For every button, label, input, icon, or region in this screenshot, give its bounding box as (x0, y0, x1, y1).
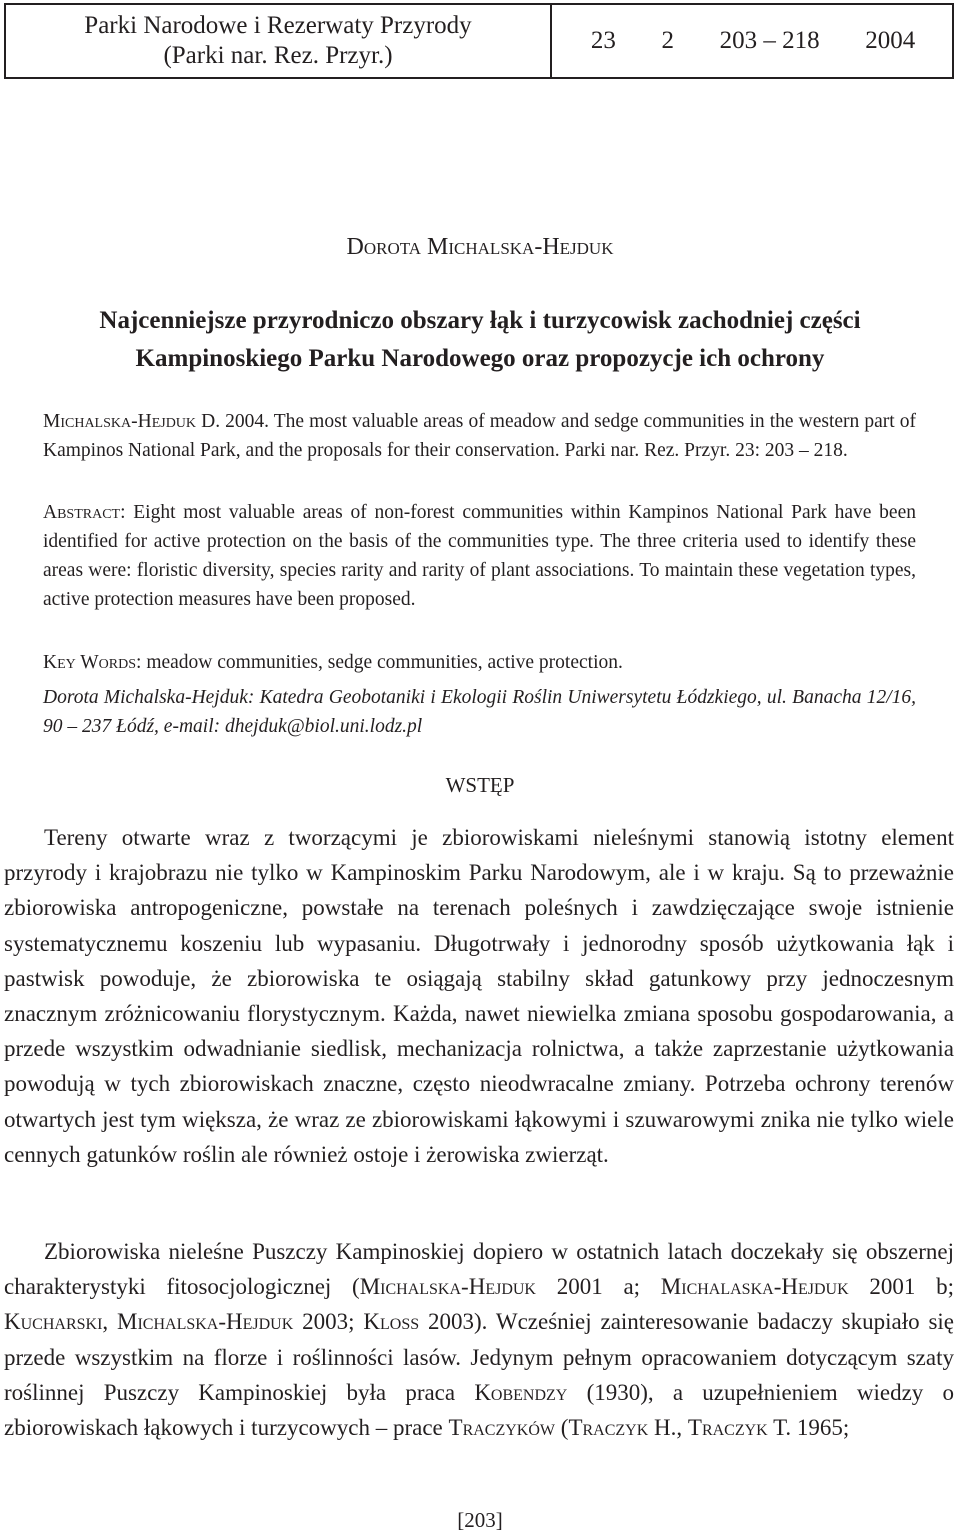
paragraph-2-text: H., (648, 1415, 688, 1441)
abstract-text: : Eight most valuable areas of non-forest communities within Kampinos National Park have been identified for active protection on the basis of the communities type. The three criteria used to identify these areas were: floristic diversity, species rarity and rarity of plant associations. To maintain these vegetation types, active protection measures have been proposed. (43, 502, 916, 610)
title-line-1: Najcenniejsze przyrodniczo obszary łąk i turzycowisk zachodniej części (99, 307, 861, 334)
cited-author: Traczyków (448, 1415, 556, 1441)
cited-author: Kloss (363, 1309, 420, 1335)
cited-author: Traczyk (687, 1415, 768, 1441)
paragraph-2-text: T. 1965; (767, 1415, 850, 1441)
keywords (43, 648, 916, 677)
keywords-label: Key Words (43, 652, 137, 673)
publication-year: 2004 (865, 27, 916, 54)
paragraph-2-text: Zbiorowiska nieleśne Puszczy Kampinoskiej dopiero w ostatnich latach doczekały się obszernej charakterystyki fitosocjologicznej ( (4, 1239, 954, 1300)
abstract-label: Abstract (43, 502, 121, 523)
article-title (0, 302, 960, 378)
paragraph-2-text: 2003; (293, 1309, 364, 1335)
paragraph-2-text: ( (555, 1415, 569, 1441)
paragraph-1-text: Tereny otwarte wraz z tworzącymi je zbiorowiskami nieleśnymi stanowią istotny element przyrody i krajobrazu nie tylko w Kampinoskim Parku Narodowym, ale i w kraju. Są to przeważnie zbiorowiska antropogeniczne, powstałe na terenach poleśnych i zawdzięczające swoje istnienie systematycznemu koszeniu lub wypasaniu. Długotrwały i jednorodny sposób użytkowania łąk i pastwisk powoduje, że zbiorowiska te osiągają stabilny skład gatunkowy przy jednoczesnym znacznym zróżnicowaniu florystycznym. Każda, nawet niewielka zmiana sposobu gospodarowania, a przede wszystkim odwadnianie siedlisk, mechanizacja rolnictwa, a także zaprzestanie użytkowania powodują w tych zbiorowiskach znaczne, często nieodwracalne zmiany. Potrzeba ochrony terenów otwartych jest tym większa, że wraz ze zbiorowiskami łąkowymi i szuwarowymi znika nie tylko wiele cennych gatunków roślin ale również ostoje i żerowiska zwierząt. (4, 825, 954, 1167)
paragraph-2-text: 2001 b; (848, 1274, 955, 1300)
author-affiliation: Dorota Michalska-Hejduk: Katedra Geobotaniki i Ekologii Roślin Uniwersytetu Łódzkiego, ul. Banacha 12/16, 90 – 237 Łódź, e-mail: dhejduk@biol.uni.lodz.pl (43, 687, 916, 737)
paragraph-2-text: , (102, 1309, 118, 1335)
paragraph-2-text: 2001 a; (535, 1274, 661, 1300)
citation-author: Michalska-Hejduk (43, 411, 197, 432)
cited-author: Michalska-Hejduk (359, 1274, 536, 1300)
article-author: Dorota Michalska-Hejduk (346, 234, 614, 260)
journal-header (4, 3, 954, 79)
issue-number: 2 (661, 27, 674, 54)
cited-author: Michalaska-Hejduk (660, 1274, 849, 1300)
volume-number: 23 (590, 27, 616, 54)
page-range: 203 – 218 (719, 27, 820, 54)
journal-numbers-cell (552, 5, 952, 77)
paragraph-2-text: 2003). Wcześniej zainteresowanie badaczy skupiało się przede wszystkim na florze i roślinności lasów. Jedynym pełnym opracowaniem dotyczącym szaty roślinnej Puszczy Kampinoskiej była praca (4, 1309, 955, 1405)
citation-text: D. 2004. The most valuable areas of meadow and sedge communities in the western part of Kampinos National Park, and the proposals for their conservation. Parki nar. Rez. Przyr. 23: 203 – 218. (43, 411, 916, 461)
section-heading: WSTĘP (445, 773, 515, 797)
body-paragraph-2 (4, 1234, 954, 1445)
journal-name-cell (6, 5, 552, 77)
body-paragraph-1 (4, 820, 954, 1172)
citation (43, 407, 916, 465)
cited-author: Kobendzy (474, 1379, 568, 1405)
journal-name: Parki Narodowe i Rezerwaty Przyrody (84, 12, 472, 39)
cited-author: Michalska-Hejduk (117, 1309, 294, 1335)
cited-author: Kucharski (4, 1309, 103, 1335)
journal-abbreviation: (Parki nar. Rez. Przyr.) (163, 42, 393, 69)
paragraph-2-text: (1930), a uzupełnieniem wiedzy o zbiorowiskach łąkowych i turzycowych – prace (4, 1379, 954, 1441)
keywords-text: : meadow communities, sedge communities, active protection. (136, 652, 623, 673)
page-number: [203] (457, 1508, 503, 1532)
cited-author: Traczyk (568, 1415, 649, 1441)
abstract (43, 498, 916, 614)
title-line-2: Kampinoskiego Parku Narodowego oraz propozycje ich ochrony (135, 345, 825, 372)
